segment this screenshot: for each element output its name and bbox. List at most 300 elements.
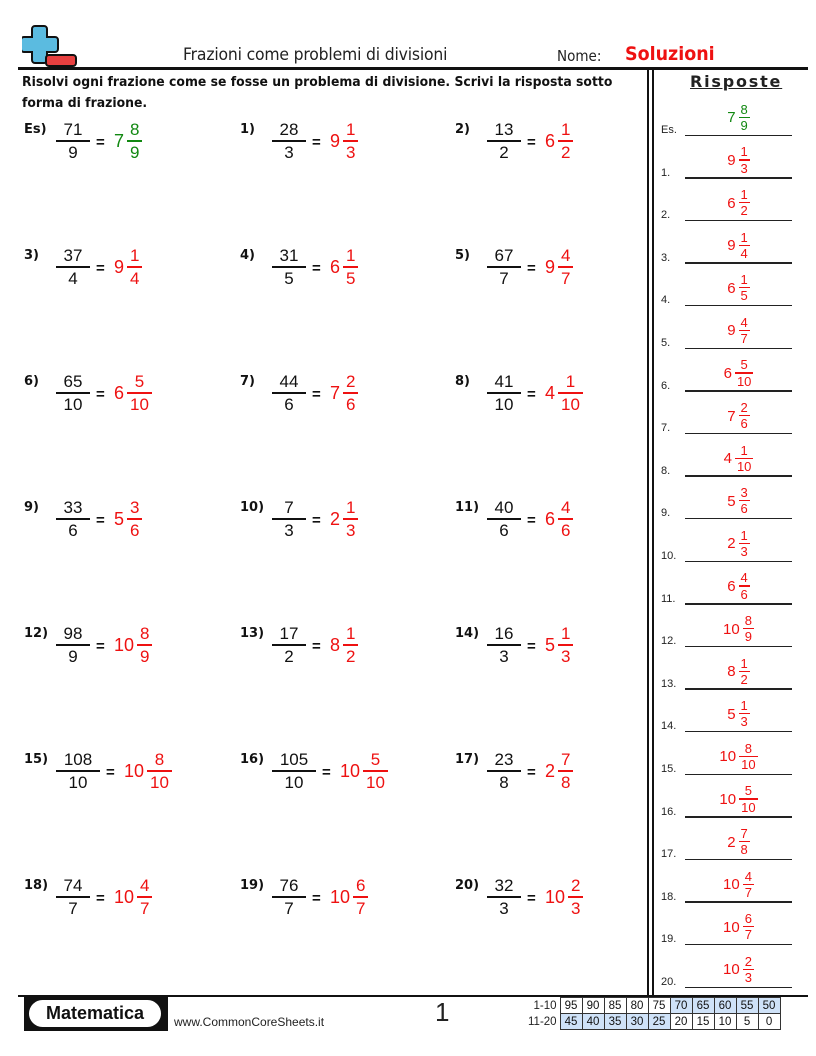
problem-number: 5) [455,248,470,263]
problem-number: 2) [455,122,470,137]
answer-key-denominator: 6 [740,501,748,517]
equals-sign: = [527,890,536,907]
answer-denominator: 10 [130,394,149,414]
problem-item [24,374,224,434]
answer-denominator: 9 [130,142,140,162]
answer-key-whole: 7 [727,109,736,127]
answer-denominator: 10 [150,772,169,792]
score-cell: 55 [736,998,758,1014]
problem-number: 19) [240,878,265,893]
answer-key-numerator: 8 [740,101,748,117]
score-cell: 85 [604,998,626,1014]
problem-item [24,626,224,686]
problem-fraction [272,750,316,793]
answer-denominator: 7 [140,898,150,918]
answer-key-row [661,604,792,647]
problem-fraction [56,120,90,163]
score-cell: 75 [648,998,670,1014]
answer-fraction [127,120,142,163]
numerator: 7 [284,498,294,517]
answer-key-row [661,136,792,179]
score-cell: 65 [692,998,714,1014]
answer-fraction [558,372,583,415]
answer-key-label: 8. [661,464,671,477]
answer-whole: 5 [545,635,556,655]
answer-denominator: 7 [561,268,571,288]
answer-key-numerator: 3 [740,485,748,501]
answer-key-row [661,391,792,434]
numerator: 108 [63,750,93,769]
answer-key-denominator: 7 [740,331,748,346]
answer-key-row [661,562,792,605]
answer-key-value [685,529,792,559]
answer-key-value [685,103,792,133]
problem-item [455,878,655,938]
score-range-label: 11-20 [528,1015,557,1028]
equals-sign: = [96,386,105,403]
answer-key-denominator: 2 [740,203,748,219]
answer-key-row [661,732,792,775]
name-value: Soluzioni [625,43,715,65]
score-cell: 45 [560,1014,582,1030]
answer-key-whole: 9 [727,322,736,340]
answer-numerator: 2 [346,372,356,391]
problem-number: 14) [455,626,480,641]
answer-denominator: 5 [346,268,356,288]
answer-key-row [661,945,792,988]
answer-key-row [661,349,792,392]
answer-key-denominator: 8 [740,842,748,858]
answer-key-denominator: 7 [744,884,752,900]
denominator: 3 [284,142,294,162]
equals-sign: = [527,260,536,277]
header-divider [18,67,808,70]
answer-denominator: 3 [571,898,581,918]
answer-numerator: 3 [130,498,140,517]
problem-number: 1) [240,122,255,137]
problem-fraction [56,372,90,415]
answer-key-denominator: 7 [744,927,752,943]
equals-sign: = [527,386,536,403]
equals-sign: = [106,764,115,781]
score-row [525,998,780,1014]
answer-fraction [137,624,152,667]
answer-key-value [685,657,792,687]
score-cell: 60 [714,998,736,1014]
problem-number: 4) [240,248,255,263]
score-row [525,1014,780,1030]
problem-fraction [272,372,306,415]
answer-key-row [661,519,792,562]
score-cell: 15 [692,1014,714,1030]
score-cell: 95 [560,998,582,1014]
answer-key-fraction [739,316,750,346]
answer-key-value [685,358,792,388]
answer-key-numerator: 1 [740,272,748,288]
answer-key-fraction [739,188,750,218]
answer-key-value [685,188,792,218]
answer-denominator: 7 [356,898,366,918]
answer-denominator: 8 [561,772,571,792]
answer-key-label: 2. [661,209,671,222]
answer-key-fraction [739,145,750,175]
answer-key-row [661,775,792,818]
answer-whole: 10 [124,761,145,781]
answer-key-fraction [735,444,753,474]
answer-numerator: 6 [356,876,366,895]
answer-key-row [661,476,792,519]
answer-key-whole: 5 [727,492,736,510]
answer-key-denominator: 10 [736,373,752,389]
answer-key-fraction [739,273,750,303]
denominator: 10 [68,772,88,792]
answer-fraction [558,750,573,793]
instructions: Risolvi ogni frazione come se fosse un problema di divisione. Scrivi la risposta sotto forma di frazione. [22,74,613,111]
problem-fraction [487,120,521,163]
problem-number: 13) [240,626,265,641]
answer-key-numerator: 6 [744,911,752,927]
answer-key-whole: 2 [727,833,736,851]
equals-sign: = [96,512,105,529]
answer-key-whole: 9 [727,151,736,169]
numerator: 17 [279,624,299,643]
problem-number: 15) [24,752,49,767]
answer-key-fraction [739,784,757,814]
answer-key-value [685,571,792,601]
score-cell: 30 [626,1014,648,1030]
answer-key-denominator: 2 [740,671,748,687]
answer-key-fraction [739,699,750,729]
answer-key-denominator: 9 [744,629,752,645]
answer-key-denominator: 4 [740,245,748,261]
answer-whole: 6 [330,257,341,277]
answer-whole: 10 [114,887,135,907]
numerator: 37 [63,246,83,265]
equals-sign: = [96,260,105,277]
answer-key-label: 5. [661,337,671,349]
answer-numerator: 4 [561,498,571,517]
site-url: www.CommonCoreSheets.it [174,1015,325,1029]
problem-fraction [56,876,90,919]
plus-minus-logo-icon [22,24,78,68]
answer-denominator: 10 [561,394,580,414]
answer-key-value [685,699,792,729]
answer-key-numerator: 1 [740,655,748,671]
denominator: 6 [68,520,78,540]
answer-numerator: 1 [346,246,356,265]
equals-sign: = [312,638,321,655]
denominator: 7 [499,268,509,288]
answer-key-value [685,444,792,474]
answer-key-label: 13. [661,677,677,690]
numerator: 71 [63,120,83,139]
answer-key-numerator: 2 [744,953,752,969]
numerator: 74 [63,876,83,895]
numerator: 33 [63,498,83,517]
problem-item [24,122,224,182]
answer-key-whole: 6 [727,194,736,212]
answer-key-fraction [739,103,750,133]
answer-line [685,987,792,989]
answer-whole: 10 [330,887,351,907]
problem-item [455,752,655,812]
answer-fraction [568,876,583,919]
answer-key-whole: 10 [719,748,737,766]
denominator: 9 [68,142,78,162]
answer-key-label: 7. [661,422,671,435]
numerator: 40 [494,498,514,517]
answer-key-label: 18. [661,890,677,903]
score-table [525,997,781,1030]
problem-fraction [56,624,90,667]
denominator: 7 [68,898,78,918]
answer-numerator: 1 [346,624,356,643]
problem-fraction [487,750,521,793]
answer-key-row [661,306,792,349]
answer-numerator: 1 [346,120,356,139]
denominator: 4 [68,268,78,288]
answer-numerator: 4 [140,876,150,895]
answer-whole: 8 [330,635,341,655]
answer-fraction [343,498,358,541]
answer-denominator: 3 [346,520,356,540]
answer-key-denominator: 5 [740,288,748,304]
answer-key-label: 19. [661,933,677,946]
problem-number: 9) [24,500,39,515]
answer-key-row [661,817,792,860]
answer-numerator: 1 [561,120,571,139]
equals-sign: = [312,134,321,151]
answer-key-value [685,401,792,431]
answer-numerator: 1 [561,624,571,643]
problem-item [455,500,655,560]
score-cell: 35 [604,1014,626,1030]
answer-key-row [661,689,792,732]
equals-sign: = [312,512,321,529]
problem-item [24,752,224,812]
problem-item [240,500,440,560]
numerator: 31 [279,246,299,265]
answer-key-numerator: 1 [740,186,748,202]
answer-key-denominator: 3 [740,544,748,559]
problem-fraction [56,246,90,289]
answer-key-numerator: 1 [740,442,748,458]
problem-item [240,122,440,182]
answer-key-numerator: 5 [744,783,752,799]
answer-key-whole: 5 [727,705,736,723]
answer-whole: 7 [114,131,125,151]
answer-key-denominator: 10 [741,757,756,772]
answer-key-denominator: 9 [740,118,748,133]
numerator: 44 [279,372,299,391]
score-cell: 80 [626,998,648,1014]
answer-numerator: 1 [565,372,576,391]
problem-item [455,626,655,686]
answer-key-numerator: 8 [744,740,752,756]
answer-key-numerator: 4 [740,314,748,330]
answer-key-fraction [743,955,754,985]
answer-key-label: 12. [661,635,677,648]
score-cell: 40 [582,1014,604,1030]
answer-key-label: 16. [661,805,677,818]
problem-item [455,122,655,182]
name-label: Nome: [557,47,602,65]
score-cell: 90 [582,998,604,1014]
answer-numerator: 2 [571,876,581,895]
answer-fraction [147,750,172,793]
problem-number: 11) [455,500,480,515]
problem-item [24,878,224,938]
answer-key-fraction [739,401,750,431]
answer-fraction [127,372,152,415]
score-cell: 20 [670,1014,692,1030]
answer-numerator: 1 [130,246,140,265]
numerator: 16 [494,624,514,643]
equals-sign: = [96,890,105,907]
answer-key-denominator: 3 [744,970,752,985]
answer-key-row [661,647,792,690]
denominator: 2 [499,142,509,162]
denominator: 2 [284,646,294,666]
denominator: 9 [68,646,78,666]
problem-item [240,752,440,812]
denominator: 6 [284,394,294,414]
numerator: 23 [494,750,514,769]
problem-item [240,374,440,434]
answer-numerator: 1 [346,498,356,517]
answer-fraction [343,372,358,415]
answer-key-numerator: 5 [740,357,748,373]
answer-key-whole: 2 [727,535,736,553]
answer-key-value [685,912,792,942]
worksheet-title: Frazioni come problemi di divisioni [183,45,448,65]
answer-key-row [661,860,792,903]
problem-number: 12) [24,626,49,641]
answer-key-value [685,316,792,346]
answer-key-whole: 10 [723,876,740,894]
problem-fraction [272,120,306,163]
answer-denominator: 6 [130,520,140,540]
answer-fraction [558,624,573,667]
equals-sign: = [312,260,321,277]
denominator: 3 [499,898,509,918]
answer-key-whole: 8 [727,663,736,681]
problem-fraction [487,876,521,919]
answer-key-row [661,263,792,306]
problem-fraction [56,498,90,541]
answer-key-whole: 6 [723,364,732,382]
score-range-label: 1-10 [533,999,557,1012]
problem-item [24,500,224,560]
numerator: 105 [279,750,309,769]
answer-key-whole: 10 [719,790,737,808]
answer-denominator: 2 [346,646,356,666]
answer-whole: 9 [114,257,125,277]
answer-key-label: 1. [661,166,671,179]
answer-fraction [127,498,142,541]
answer-whole: 10 [545,887,566,907]
answer-key-fraction [739,571,750,601]
answer-key-denominator: 6 [740,416,748,432]
answer-fraction [353,876,368,919]
problem-item [240,248,440,308]
answer-key-numerator: 1 [740,698,748,714]
answer-whole: 7 [330,383,341,403]
score-cell: 10 [714,1014,736,1030]
score-cell: 50 [758,998,780,1014]
denominator: 10 [284,772,304,792]
problem-fraction [272,498,306,541]
problem-number: 10) [240,500,265,515]
problem-item [240,878,440,938]
answer-key-value [685,955,792,985]
answer-key-whole: 10 [723,620,740,638]
answer-key-value [685,145,792,175]
answer-numerator: 4 [561,246,571,265]
answer-key-label: 3. [661,251,671,264]
answer-key-whole: 6 [727,577,736,595]
answer-key-row [661,178,792,221]
answer-key-label: 4. [661,294,671,307]
answer-key-fraction [739,657,750,687]
answer-key-whole: 9 [727,237,736,255]
answer-key-fraction [743,912,754,942]
problem-number: 3) [24,248,39,263]
problem-number: 20) [455,878,480,893]
problem-fraction [487,624,521,667]
problem-fraction [56,750,100,793]
answer-key-denominator: 10 [736,458,752,474]
answer-key-label: 17. [661,848,677,861]
answer-key-whole: 10 [723,961,740,979]
answer-key-label: 20. [661,976,677,988]
answer-numerator: 5 [370,750,381,769]
answer-key-row [661,434,792,477]
answer-whole: 6 [114,383,125,403]
answer-key-label: 10. [661,550,677,562]
answer-key-value [685,870,792,900]
answer-key-label: Es. [661,124,677,136]
answer-numerator: 8 [154,750,165,769]
answer-fraction [558,120,573,163]
answer-whole: 6 [545,509,556,529]
score-cell: 0 [758,1014,780,1030]
answer-key-numerator: 4 [744,868,752,884]
answer-denominator: 2 [561,142,571,162]
denominator: 3 [284,520,294,540]
answer-key-row [661,93,792,136]
problem-number: 7) [240,374,255,389]
score-cell: 70 [670,998,692,1014]
answer-numerator: 5 [134,372,145,391]
answer-key-value [685,486,792,516]
answer-fraction [558,498,573,541]
answer-key-fraction [739,486,750,516]
denominator: 8 [499,772,509,792]
answer-denominator: 6 [346,394,356,414]
answer-denominator: 3 [561,646,571,666]
denominator: 7 [284,898,294,918]
answer-key-denominator: 3 [740,714,748,730]
problem-fraction [272,876,306,919]
numerator: 41 [494,372,514,391]
answer-whole: 2 [545,761,556,781]
problem-number: 16) [240,752,265,767]
answer-numerator: 7 [561,750,571,769]
answer-key-whole: 4 [723,450,732,468]
answer-denominator: 10 [366,772,385,792]
answer-whole: 9 [330,131,341,151]
